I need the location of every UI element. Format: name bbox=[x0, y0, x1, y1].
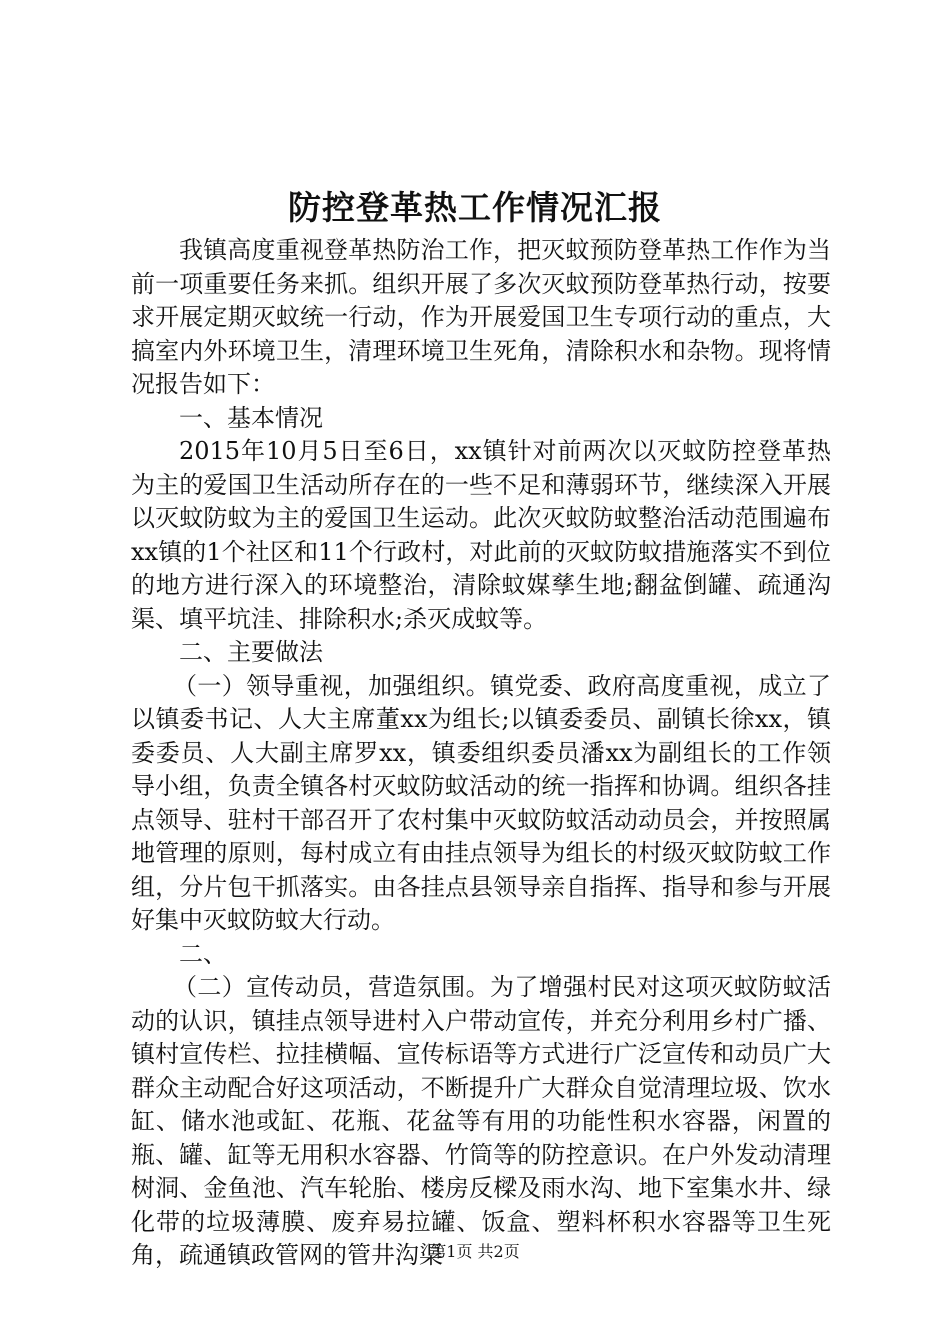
leadership-paragraph: （一）领导重视，加强组织。镇党委、政府高度重视，成立了以镇委书记、人大主席董xx为组长;以镇委委员、副镇长徐xx，镇委委员、人大副主席罗xx，镇委组织委员潘xx为副组长的工作领导小组，负责全镇各村灭蚊防蚊活动的统一指挥和协调。组织各挂点领导、驻村干部召开了农村集中灭蚊防蚊活动动员会，并按照属地管理的原则，每村成立有由挂点领导为组长的村级灭蚊防蚊工作组，分片包干抓落实。由各挂点县领导亲自指挥、指导和参与开展好集中灭蚊防蚊大行动。 bbox=[131, 671, 831, 934]
section-heading-basic: 一、基本情况 bbox=[179, 403, 323, 432]
document-title: 防控登革热工作情况汇报 bbox=[288, 188, 662, 227]
page-number-footer: 第1页 共2页 bbox=[430, 1242, 520, 1261]
basic-situation-paragraph: 2015年10月5日至6日，xx镇针对前两次以灭蚊防控登革热为主的爱国卫生活动所存在的一些不足和薄弱环节，继续深入开展以灭蚊防蚊为主的爱国卫生运动。此次灭蚊防蚊整治活动范围遍布xx镇的1个社区和11个行政村，对此前的灭蚊防蚊措施落实不到位的地方进行深入的环境整治，清除蚊媒孳生地;翻盆倒罐、疏通沟渠、填平坑洼、排除积水;杀灭成蚊等。 bbox=[131, 437, 831, 633]
intro-paragraph: 我镇高度重视登革热防治工作，把灭蚊预防登革热工作作为当前一项重要任务来抓。组织开展了多次灭蚊预防登革热行动，按要求开展定期灭蚊统一行动，作为开展爱国卫生专项行动的重点，大搞室内外环境卫生，清理环境卫生死角，清除积水和杂物。现将情况报告如下： bbox=[131, 236, 831, 398]
publicity-paragraph: （二）宣传动员，营造氛围。为了增强村民对这项灭蚊防蚊活动的认识，镇挂点领导进村入户带动宣传，并充分利用乡村广播、镇村宣传栏、拉挂横幅、宣传标语等方式进行广泛宣传和动员广大群众主动配合好这项活动，不断提升广大群众自觉清理垃圾、饮水缸、储水池或缸、花瓶、花盆等有用的功能性积水容器，闲置的瓶、罐、缸等无用积水容器、竹筒等的防控意识。在户外发动清理树洞、金鱼池、汽车轮胎、楼房反樑及雨水沟、地下室集水井、绿化带的垃圾薄膜、废弃易拉罐、饭盒、塑料杯积水容器等卫生死角，疏通镇政管网的管井沟渠 bbox=[131, 973, 831, 1269]
document-body bbox=[131, 234, 831, 1273]
stray-heading: 二、 bbox=[179, 939, 227, 968]
section-heading-methods: 二、主要做法 bbox=[179, 638, 323, 666]
